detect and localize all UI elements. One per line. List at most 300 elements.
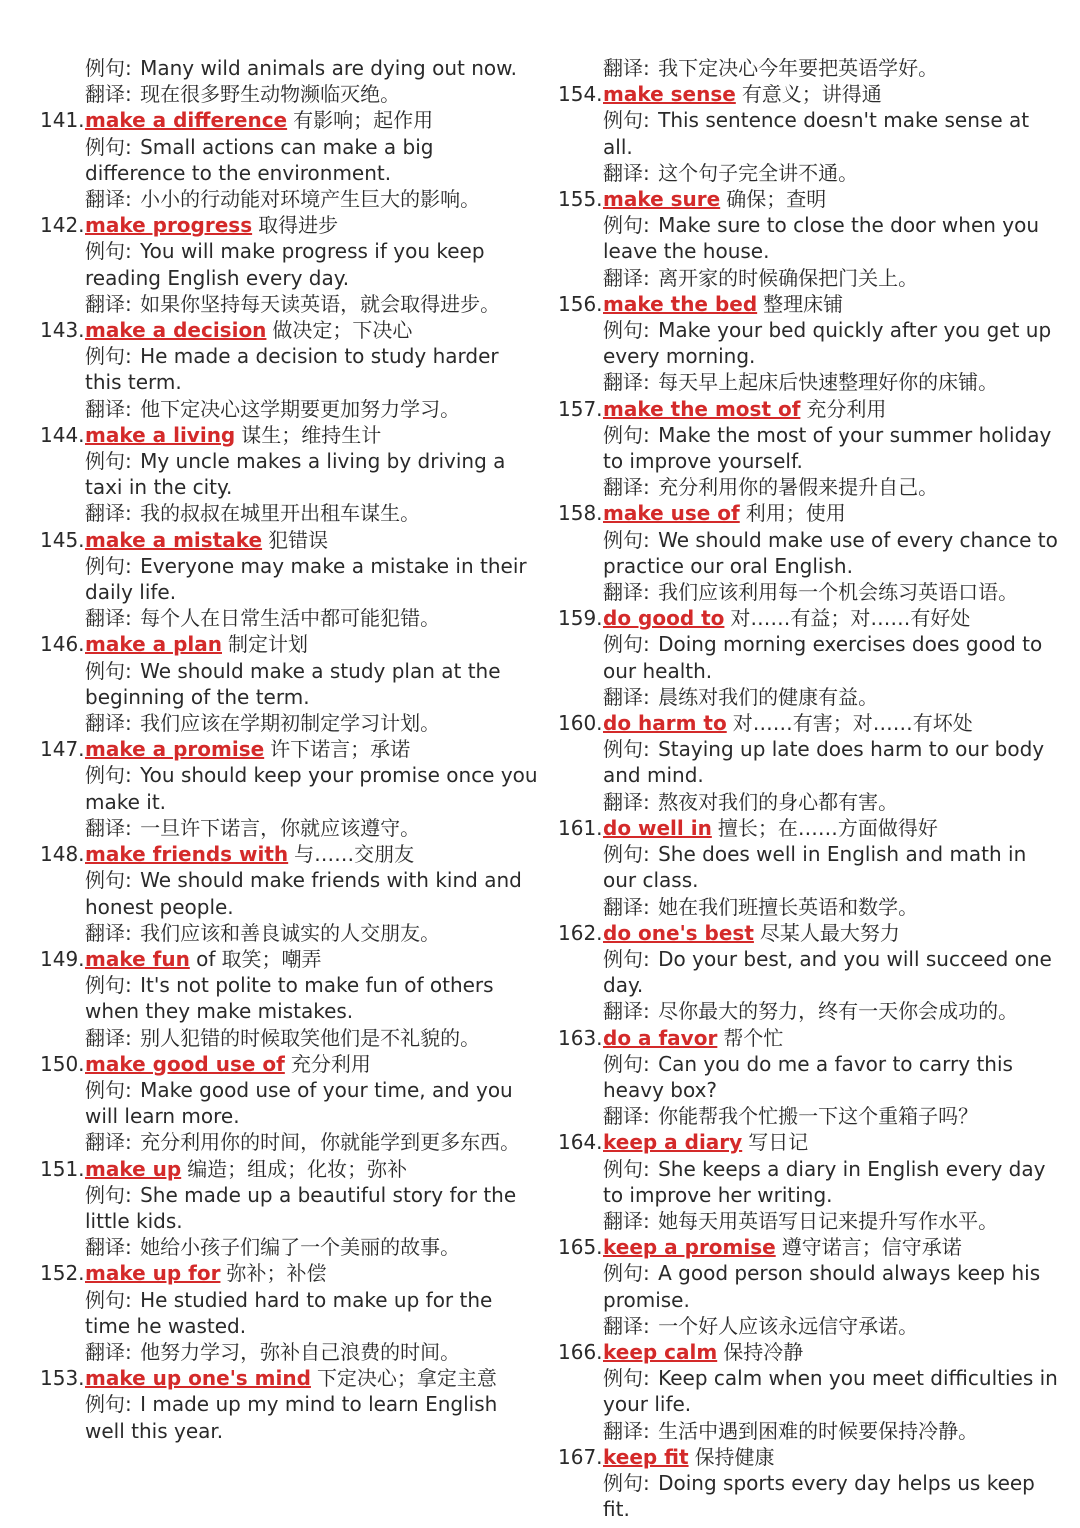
translation-text: 一旦许下诺言，你就应该遵守。 bbox=[140, 815, 421, 840]
example-label: 例句: bbox=[85, 134, 132, 159]
example-line bbox=[558, 841, 1058, 893]
example-label: 例句: bbox=[603, 108, 650, 133]
entry-head bbox=[558, 291, 1058, 317]
phrase-entry bbox=[558, 1129, 1058, 1234]
translation-line bbox=[558, 265, 1058, 291]
entry-number: 148. bbox=[40, 842, 85, 867]
phrase-entry bbox=[558, 710, 1058, 815]
example-line bbox=[558, 1260, 1058, 1312]
phrase-meaning: 犯错误 bbox=[268, 527, 329, 552]
phrase-entry bbox=[40, 736, 540, 841]
phrase-text: do one's best bbox=[603, 920, 754, 945]
example-text: We should make a study plan at the beginning of the term. bbox=[85, 658, 501, 709]
translation-label: 翻译: bbox=[603, 789, 650, 814]
translation-line bbox=[40, 1339, 540, 1365]
example-text: Doing morning exercises does good to our health. bbox=[603, 632, 1043, 683]
entry-number: 167. bbox=[558, 1444, 603, 1469]
entry-head bbox=[558, 815, 1058, 841]
translation-label: 翻译: bbox=[603, 1208, 650, 1233]
translation-line bbox=[558, 684, 1058, 710]
example-text: Can you do me a favor to carry this heavy box? bbox=[603, 1051, 1013, 1102]
entry-head bbox=[558, 1025, 1058, 1051]
example-line bbox=[40, 658, 540, 710]
translation-line bbox=[558, 894, 1058, 920]
example-label: 例句: bbox=[85, 553, 132, 578]
translation-label: 翻译: bbox=[85, 501, 132, 526]
translation-text: 充分利用你的时间，你就能学到更多东西。 bbox=[140, 1130, 521, 1155]
phrase-entry bbox=[558, 81, 1058, 186]
example-line bbox=[558, 736, 1058, 788]
example-text: This sentence doesn't make sense at all. bbox=[603, 108, 1030, 159]
example-text: Small actions can make a big difference to the environment. bbox=[85, 134, 434, 185]
entry-number: 147. bbox=[40, 737, 85, 762]
translation-text: 我们应该利用每一个机会练习英语口语。 bbox=[658, 580, 1019, 605]
translation-label: 翻译: bbox=[85, 920, 132, 945]
example-text: Everyone may make a mistake in their daily life. bbox=[85, 553, 527, 605]
entry-head bbox=[558, 605, 1058, 631]
phrase-meaning: 充分利用 bbox=[806, 396, 887, 421]
example-text: Keep calm when you meet difficulties in your life. bbox=[603, 1366, 1058, 1417]
entry-head bbox=[558, 1339, 1058, 1365]
translation-label: 翻译: bbox=[85, 291, 132, 316]
translation-label: 翻译: bbox=[603, 475, 650, 500]
entry-head bbox=[40, 1051, 540, 1077]
entry-head bbox=[558, 710, 1058, 736]
phrase-meaning: 有影响；起作用 bbox=[293, 108, 434, 133]
example-text: He studied hard to make up for the time he wasted. bbox=[85, 1287, 493, 1338]
example-label: 例句: bbox=[603, 1156, 650, 1181]
phrase-meaning: 写日记 bbox=[748, 1130, 809, 1155]
translation-label: 翻译: bbox=[603, 684, 650, 709]
translation-text: 我下定决心今年要把英语学好。 bbox=[658, 56, 939, 80]
phrase-meaning: 帮个忙 bbox=[723, 1025, 784, 1050]
example-line bbox=[40, 553, 540, 605]
example-label: 例句: bbox=[603, 842, 650, 867]
phrase-entry bbox=[40, 422, 540, 527]
example-text: She made up a beautiful story for the little kids. bbox=[85, 1182, 517, 1233]
phrase-text: make a promise bbox=[85, 737, 265, 762]
phrase-text: make the bed bbox=[603, 291, 758, 316]
translation-line bbox=[40, 920, 540, 946]
example-label: 例句: bbox=[603, 737, 650, 762]
entry-head bbox=[40, 107, 540, 133]
translation-label: 翻译: bbox=[603, 265, 650, 290]
translation-label: 翻译: bbox=[85, 82, 132, 107]
entry-number: 163. bbox=[558, 1025, 603, 1050]
phrase-entry bbox=[558, 920, 1058, 1025]
phrase-entry bbox=[40, 317, 540, 422]
translation-text: 她给小孩子们编了一个美丽的故事。 bbox=[140, 1235, 461, 1260]
example-line bbox=[40, 762, 540, 814]
example-label: 例句: bbox=[85, 1077, 132, 1102]
entry-head bbox=[40, 946, 540, 972]
phrase-suffix: of bbox=[196, 946, 216, 971]
phrase-entry bbox=[558, 815, 1058, 920]
phrase-entry bbox=[40, 1051, 540, 1156]
translation-text: 现在很多野生动物濒临灭绝。 bbox=[140, 82, 401, 107]
translation-text: 如果你坚持每天读英语，就会取得进步。 bbox=[140, 291, 501, 316]
translation-line bbox=[558, 1103, 1058, 1129]
example-label: 例句: bbox=[603, 1470, 650, 1495]
translation-text: 我的叔叔在城里开出租车谋生。 bbox=[140, 501, 421, 526]
translation-label: 翻译: bbox=[603, 1418, 650, 1443]
phrase-meaning: 保持冷静 bbox=[723, 1339, 804, 1364]
example-label: 例句: bbox=[85, 1182, 132, 1207]
phrase-text: keep fit bbox=[603, 1444, 689, 1469]
phrase-text: make a mistake bbox=[85, 527, 263, 552]
translation-label: 翻译: bbox=[85, 815, 132, 840]
phrase-entry bbox=[558, 1339, 1058, 1444]
entry-number: 161. bbox=[558, 815, 603, 840]
phrase-entry bbox=[558, 605, 1058, 710]
translation-line bbox=[40, 291, 540, 317]
phrase-text: do harm to bbox=[603, 711, 727, 736]
example-line bbox=[40, 134, 540, 186]
translation-label: 翻译: bbox=[603, 56, 650, 80]
example-label: 例句: bbox=[85, 868, 132, 893]
translation-text: 每个人在日常生活中都可能犯错。 bbox=[140, 606, 441, 631]
phrase-meaning: 对……有益；对……有好处 bbox=[730, 606, 971, 631]
phrase-meaning: 确保；查明 bbox=[726, 187, 827, 212]
entry-list bbox=[40, 107, 540, 1443]
entry-head bbox=[40, 1260, 540, 1286]
translation-line bbox=[40, 815, 540, 841]
translation-line bbox=[558, 789, 1058, 815]
translation-text: 小小的行动能对环境产生巨大的影响。 bbox=[140, 187, 481, 212]
translation-label: 翻译: bbox=[85, 1235, 132, 1260]
phrase-text: make friends with bbox=[85, 842, 289, 867]
entry-number: 153. bbox=[40, 1366, 85, 1391]
phrase-meaning: 弥补；补偿 bbox=[226, 1261, 327, 1286]
translation-text: 每天早上起床后快速整理好你的床铺。 bbox=[658, 370, 999, 395]
phrase-text: make the most of bbox=[603, 396, 801, 421]
translation-label: 翻译: bbox=[603, 894, 650, 919]
translation-line bbox=[558, 998, 1058, 1024]
phrase-meaning: 对……有害；对……有坏处 bbox=[732, 711, 973, 736]
phrase-entry bbox=[558, 186, 1058, 291]
entry-head bbox=[40, 212, 540, 238]
entry-number: 159. bbox=[558, 606, 603, 631]
phrase-text: make a living bbox=[85, 422, 236, 447]
example-text: Doing sports every day helps us keep fit. bbox=[603, 1470, 1035, 1522]
translation-label: 翻译: bbox=[603, 160, 650, 185]
phrase-entry bbox=[558, 500, 1058, 605]
example-label: 例句: bbox=[603, 1051, 650, 1076]
entry-number: 160. bbox=[558, 711, 603, 736]
phrase-meaning: 保持健康 bbox=[694, 1444, 775, 1469]
translation-text: 我们应该和善良诚实的人交朋友。 bbox=[140, 920, 441, 945]
entry-number: 154. bbox=[558, 82, 603, 107]
translation-text: 离开家的时候确保把门关上。 bbox=[658, 265, 919, 290]
translation-label: 翻译: bbox=[85, 1130, 132, 1155]
example-label: 例句: bbox=[603, 318, 650, 343]
phrase-text: keep a diary bbox=[603, 1130, 743, 1155]
entry-head bbox=[558, 81, 1058, 107]
entry-head bbox=[40, 631, 540, 657]
phrase-entry bbox=[558, 291, 1058, 396]
entry-head bbox=[40, 736, 540, 762]
translation-label: 翻译: bbox=[603, 580, 650, 605]
phrase-entry bbox=[558, 1234, 1058, 1339]
phrase-text: do good to bbox=[603, 606, 725, 631]
example-line bbox=[558, 212, 1058, 264]
phrase-text: make a difference bbox=[85, 108, 288, 133]
translation-label: 翻译: bbox=[603, 1313, 650, 1338]
phrase-text: make good use of bbox=[85, 1051, 285, 1076]
translation-text: 她每天用英语写日记来提升写作水平。 bbox=[658, 1208, 999, 1233]
example-line bbox=[558, 107, 1058, 159]
translation-text: 别人犯错的时候取笑他们是不礼貌的。 bbox=[140, 1025, 481, 1050]
entry-head bbox=[558, 1129, 1058, 1155]
phrase-meaning: 与……交朋友 bbox=[294, 842, 415, 867]
translation-text: 熬夜对我们的身心都有害。 bbox=[658, 789, 899, 814]
translation-text: 晨练对我们的健康有益。 bbox=[658, 684, 879, 709]
example-text: You should keep your promise once you make it. bbox=[85, 763, 538, 814]
phrase-text: keep a promise bbox=[603, 1235, 776, 1260]
entry-number: 162. bbox=[558, 920, 603, 945]
entry-number: 151. bbox=[40, 1156, 85, 1181]
translation-line bbox=[40, 1129, 540, 1155]
example-line bbox=[558, 422, 1058, 474]
translation-text: 我们应该在学期初制定学习计划。 bbox=[140, 711, 441, 736]
translation-line bbox=[40, 1234, 540, 1260]
entry-head bbox=[558, 186, 1058, 212]
example-line bbox=[558, 1156, 1058, 1208]
phrase-entry bbox=[40, 946, 540, 1051]
example-text: I made up my mind to learn English well this year. bbox=[85, 1392, 498, 1443]
example-line bbox=[40, 1077, 540, 1129]
translation-line bbox=[558, 1418, 1058, 1444]
example-label: 例句: bbox=[603, 1366, 650, 1391]
translation-text: 尽你最大的努力，终有一天你会成功的。 bbox=[658, 999, 1019, 1024]
entry-head bbox=[558, 920, 1058, 946]
translation-text: 她在我们班擅长英语和数学。 bbox=[658, 894, 919, 919]
example-text: We should make friends with kind and honest people. bbox=[85, 868, 522, 919]
entry-head bbox=[40, 527, 540, 553]
phrase-entry bbox=[40, 212, 540, 317]
translation-text: 你能帮我个忙搬一下这个重箱子吗？ bbox=[658, 1104, 979, 1129]
example-label: 例句: bbox=[85, 239, 132, 264]
example-text: My uncle makes a living by driving a taxi in the city. bbox=[85, 449, 506, 500]
phrase-meaning: 编造；组成；化妆；弥补 bbox=[187, 1156, 408, 1181]
phrase-entry bbox=[558, 396, 1058, 501]
example-text: A good person should always keep his promise. bbox=[603, 1261, 1041, 1312]
translation-text: 生活中遇到困难的时候要保持冷静。 bbox=[658, 1418, 979, 1443]
phrase-meaning: 有意义；讲得通 bbox=[741, 82, 882, 107]
entry-number: 142. bbox=[40, 213, 85, 238]
example-label: 例句: bbox=[603, 213, 650, 238]
entry-head bbox=[558, 1444, 1058, 1470]
example-line bbox=[558, 1470, 1058, 1522]
example-label: 例句: bbox=[603, 1261, 650, 1286]
example-line bbox=[558, 527, 1058, 579]
entry-head bbox=[40, 317, 540, 343]
translation-line bbox=[558, 1313, 1058, 1339]
phrase-entry bbox=[40, 1156, 540, 1261]
example-text: Staying up late does harm to our body and mind. bbox=[603, 737, 1045, 788]
left-column bbox=[40, 55, 540, 1444]
example-text: We should make use of every chance to practice our oral English. bbox=[603, 527, 1058, 578]
example-line bbox=[558, 1051, 1058, 1103]
entry-head bbox=[558, 396, 1058, 422]
translation-line bbox=[40, 500, 540, 526]
phrase-meaning: 尽某人最大努力 bbox=[759, 920, 900, 945]
phrase-entry bbox=[40, 527, 540, 632]
entry-number: 164. bbox=[558, 1130, 603, 1155]
translation-line bbox=[558, 1208, 1058, 1234]
translation-line bbox=[558, 160, 1058, 186]
example-label: 例句: bbox=[85, 1392, 132, 1417]
example-label: 例句: bbox=[85, 658, 132, 683]
phrase-text: make a decision bbox=[85, 318, 267, 343]
translation-text: 他下定决心这学期要更加努力学习。 bbox=[140, 396, 461, 421]
right-column bbox=[558, 55, 1058, 1522]
example-label: 例句: bbox=[85, 763, 132, 788]
translation-line bbox=[558, 369, 1058, 395]
translation-text: 一个好人应该永远信守承诺。 bbox=[658, 1313, 919, 1338]
example-line bbox=[40, 1182, 540, 1234]
example-label: 例句: bbox=[603, 632, 650, 657]
phrase-meaning: 许下诺言；承诺 bbox=[270, 737, 411, 762]
phrase-entry bbox=[40, 631, 540, 736]
example-line bbox=[40, 867, 540, 919]
phrase-meaning: 取得进步 bbox=[258, 213, 339, 238]
translation-line bbox=[558, 474, 1058, 500]
entry-number: 150. bbox=[40, 1051, 85, 1076]
example-label: 例句: bbox=[603, 946, 650, 971]
translation-label: 翻译: bbox=[85, 1025, 132, 1050]
phrase-text: make use of bbox=[603, 501, 740, 526]
entry-head bbox=[40, 841, 540, 867]
example-text: You will make progress if you keep reading English every day. bbox=[85, 239, 485, 290]
phrase-text: make up for bbox=[85, 1261, 221, 1286]
example-text: Make the most of your summer holiday to improve yourself. bbox=[603, 422, 1052, 474]
entry-list bbox=[558, 81, 1058, 1522]
translation-line bbox=[40, 1025, 540, 1051]
example-line bbox=[558, 1365, 1058, 1417]
entry-number: 152. bbox=[40, 1261, 85, 1286]
translation-line bbox=[40, 186, 540, 212]
translation-label: 翻译: bbox=[603, 999, 650, 1024]
phrase-meaning: 充分利用 bbox=[290, 1051, 371, 1076]
phrase-text: keep calm bbox=[603, 1339, 718, 1364]
entry-number: 146. bbox=[40, 632, 85, 657]
translation-label: 翻译: bbox=[85, 606, 132, 631]
translation-label: 翻译: bbox=[603, 370, 650, 395]
example-text: Make your bed quickly after you get up every morning. bbox=[603, 318, 1052, 369]
translation-label: 翻译: bbox=[85, 187, 132, 212]
example-label: 例句: bbox=[85, 1287, 132, 1312]
phrase-meaning: 利用；使用 bbox=[745, 501, 846, 526]
phrase-text: do well in bbox=[603, 815, 712, 840]
entry-number: 166. bbox=[558, 1339, 603, 1364]
example-line bbox=[40, 238, 540, 290]
phrase-text: make up bbox=[85, 1156, 182, 1181]
translation-line bbox=[40, 81, 540, 107]
entry-head bbox=[40, 422, 540, 448]
entry-number: 156. bbox=[558, 291, 603, 316]
phrase-entry bbox=[40, 1365, 540, 1444]
phrase-text: make sense bbox=[603, 82, 736, 107]
entry-head bbox=[40, 1365, 540, 1391]
phrase-meaning: 谋生；维持生计 bbox=[241, 422, 382, 447]
entry-number: 149. bbox=[40, 946, 85, 971]
phrase-meaning: 遵守诺言；信守承诺 bbox=[781, 1235, 962, 1260]
translation-text: 充分利用你的暑假来提升自己。 bbox=[658, 475, 939, 500]
phrase-text: do a favor bbox=[603, 1025, 718, 1050]
entry-number: 144. bbox=[40, 422, 85, 447]
phrase-text: make sure bbox=[603, 187, 721, 212]
translation-text: 他努力学习，弥补自己浪费的时间。 bbox=[140, 1339, 461, 1364]
lead-entry bbox=[558, 55, 1058, 81]
example-line bbox=[40, 1391, 540, 1443]
phrase-text: make up one's mind bbox=[85, 1366, 311, 1391]
example-text: He made a decision to study harder this term. bbox=[85, 344, 499, 395]
translation-label: 翻译: bbox=[85, 396, 132, 421]
example-line bbox=[40, 1287, 540, 1339]
example-line bbox=[558, 317, 1058, 369]
example-label: 例句: bbox=[85, 449, 132, 474]
example-line bbox=[40, 55, 540, 81]
phrase-meaning: 做决定；下决心 bbox=[272, 318, 413, 343]
example-text: Make sure to close the door when you leave the house. bbox=[603, 213, 1040, 264]
example-line bbox=[40, 972, 540, 1024]
entry-number: 141. bbox=[40, 108, 85, 133]
phrase-entry bbox=[40, 841, 540, 946]
entry-head bbox=[558, 500, 1058, 526]
phrase-entry bbox=[40, 1260, 540, 1365]
entry-number: 143. bbox=[40, 318, 85, 343]
translation-line bbox=[40, 605, 540, 631]
entry-number: 165. bbox=[558, 1235, 603, 1260]
translation-line bbox=[40, 396, 540, 422]
entry-number: 145. bbox=[40, 527, 85, 552]
translation-label: 翻译: bbox=[85, 711, 132, 736]
phrase-meaning: 擅长；在……方面做得好 bbox=[717, 815, 938, 840]
example-line bbox=[40, 448, 540, 500]
example-text: It's not polite to make fun of others when they make mistakes. bbox=[85, 973, 494, 1024]
phrase-text: make fun bbox=[85, 946, 190, 971]
phrase-meaning: 下定决心；拿定主意 bbox=[316, 1366, 497, 1391]
example-line bbox=[558, 631, 1058, 683]
translation-line bbox=[40, 710, 540, 736]
example-label: 例句: bbox=[603, 422, 650, 447]
example-line bbox=[558, 946, 1058, 998]
phrase-text: make progress bbox=[85, 213, 253, 238]
example-label: 例句: bbox=[603, 527, 650, 552]
example-label: 例句: bbox=[85, 973, 132, 998]
example-label: 例句: bbox=[85, 344, 132, 369]
translation-label: 翻译: bbox=[603, 1104, 650, 1129]
translation-line bbox=[558, 579, 1058, 605]
lead-entry bbox=[40, 55, 540, 107]
example-text: Make good use of your time, and you will learn more. bbox=[85, 1077, 513, 1129]
entry-number: 158. bbox=[558, 501, 603, 526]
entry-head bbox=[558, 1234, 1058, 1260]
phrase-text: make a plan bbox=[85, 632, 222, 657]
example-label: 例句: bbox=[85, 56, 132, 80]
entry-number: 157. bbox=[558, 396, 603, 421]
example-text: Many wild animals are dying out now. bbox=[140, 56, 517, 80]
entry-number: 155. bbox=[558, 187, 603, 212]
translation-line bbox=[558, 55, 1058, 81]
phrase-meaning: 制定计划 bbox=[228, 632, 308, 657]
entry-head bbox=[40, 1156, 540, 1182]
phrase-meaning: 整理床铺 bbox=[763, 291, 844, 316]
translation-text: 这个句子完全讲不通。 bbox=[658, 160, 859, 185]
example-line bbox=[40, 343, 540, 395]
example-text: Do your best, and you will succeed one day. bbox=[603, 946, 1052, 998]
